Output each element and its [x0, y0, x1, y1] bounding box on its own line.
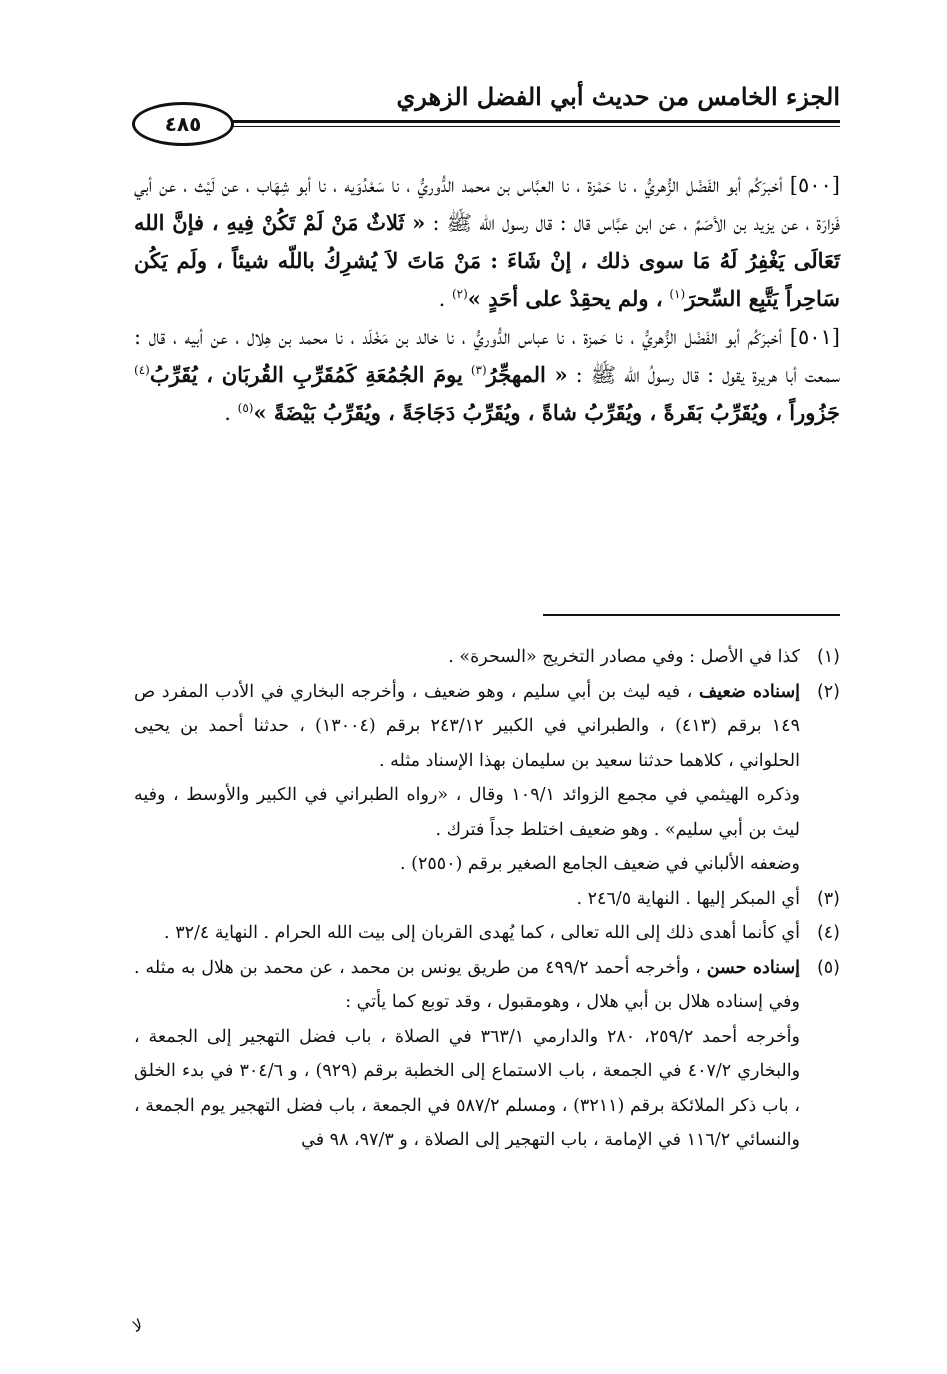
footnote-paragraph [134, 847, 800, 882]
footnote-divider [543, 614, 840, 616]
footnote-text: أي كأنما أهدى ذلك إلى الله تعالى ، كما يُهدى القربان إلى بيت الله الحرام . النهاية ٣٢/٤ . [164, 923, 800, 943]
footnote-5 [134, 951, 840, 1158]
hadith-number: [٥٠١] [789, 325, 840, 349]
hadith-matn: « المهجِّرُ [486, 362, 568, 387]
footnote-number: (٤) [816, 923, 840, 943]
footnote-paragraph [134, 1020, 800, 1158]
footnote-paragraph [134, 640, 800, 675]
running-title: الجزء الخامس من حديث أبي الفضل الزهري [396, 82, 840, 111]
footnote-text: وذكره الهيثمي في مجمع الزوائد ١٠٩/١ وقال ، «رواه الطبراني في الكبير والأوسط ، وفيه ليث بن أبي سليم» . وهو ضعيف اختلط جداً فترك . [134, 785, 801, 840]
hadith-matn-cont: ، ولم يحقِدْ على أحَدٍ » [467, 286, 663, 311]
footnote-ref[interactable]: (١) [669, 287, 686, 301]
footnote-1 [134, 640, 840, 675]
footnote-body [134, 951, 800, 1158]
footnote-text: أي المبكر إليها . النهاية ٢٤٦/٥ . [576, 888, 800, 909]
hadith-500 [134, 166, 840, 318]
footnote-body [134, 916, 800, 951]
footnote-number: (٥) [816, 957, 840, 978]
footnote-body [134, 882, 800, 917]
footnote-text: ، وأخرجه أحمد ٤٩٩/٢ من طريق يونس بن محمد ، عن محمد بن هلال به مثله . وفي إسناده هلال بن أبي هلال ، وهومقبول ، وقد توبع كما يأتي : [134, 957, 800, 1012]
footnote-text: ، فيه ليث بن أبي سليم ، وهو ضعيف ، وأخرجه البخاري في الأدب المفرد ص ١٤٩ برقم (٤١٣) ، والطبراني في الكبير ٢٤٣/١٢ برقم (١٣٠٠٤) ، حدثنا أحمد بن يحيى الحلواني ، كلاهما حدثنا سعيد بن سليمان بهذا الإسناد مثله . [134, 681, 800, 771]
footnote-paragraph [134, 916, 800, 951]
footnotes [134, 640, 840, 1158]
hadith-end: . [224, 401, 231, 425]
footnote-ref[interactable]: (٢) [451, 287, 468, 301]
grading: إسناده حسن [706, 957, 800, 978]
main-text [134, 166, 840, 432]
hadith-matn-cont: يومَ الجُمُعَةِ كَمُقَرِّبِ القُربَان ، يُقَرِّبُ [149, 362, 463, 387]
footnote-text: وضعفه الألباني في ضعيف الجامع الصغير برقم (٢٥٥٠) . [399, 854, 800, 874]
header-rule [230, 120, 840, 123]
footnote-ref[interactable]: (٣) [470, 363, 487, 377]
page-number: ٤٨٥ [132, 102, 234, 146]
footnote-paragraph [134, 778, 800, 847]
hadith-chain: أخبرَكُم أبو الفَضْل الزُّهريُّ ، نا حَمْزة ، نا العبَّاس بن محمد الدُّوريُّ ، نا سَعْدُوَيه ، نا أبو شِهَاب ، عن لَيْث ، عن أبي فَزارَة ، عن يزيد بن الأصَمِّ ، عن ابن عبَّاس قال : قال رسول الله ﷺ : [134, 173, 840, 235]
page-header [128, 82, 840, 142]
hadith-matn-cont: جَزُوراً ، ويُقَرِّبُ بَقَرةً ، ويُقَرِّبُ شاةً ، ويُقَرِّبُ دَجَاجَةً ، ويُقَرِّبُ بَيْضَةً » [253, 400, 840, 425]
hadith-number: [٥٠٠] [789, 173, 840, 197]
header-rule-thin [230, 126, 840, 127]
footnote-ref[interactable]: (٥) [237, 401, 254, 415]
catchword-mark: لا [130, 1315, 146, 1336]
hadith-end: . [438, 287, 446, 311]
footnote-paragraph [134, 675, 800, 779]
footnote-paragraph [134, 882, 800, 917]
footnote-number: (١) [816, 647, 840, 667]
footnote-number: (٣) [816, 888, 840, 909]
footnote-2 [134, 675, 840, 882]
hadith-501 [134, 318, 840, 432]
footnote-number: (٢) [816, 681, 840, 702]
grading: إسناده ضعيف [699, 681, 800, 702]
hadith-matn: « ثَلاثٌ مَنْ لَمْ تَكُنْ فِيهِ ، فإنَّ الله تَعَالَى يَغْفِرُ لَهُ مَا سوى ذلك ، إنْ شَاءَ : مَنْ مَاتَ لاَ يُشرِكُ باللّه شيئاً ، ولَم يَكُن سَاحِراً يَتَّبِع السِّحرَ [134, 210, 840, 311]
footnote-4 [134, 916, 840, 951]
footnote-text: وأخرجه أحمد ٢٥٩/٢، ٢٨٠ والدارمي ٣٦٣/١ في الصلاة ، باب فضل التهجير إلى الجمعة ، والبخاري ٤٠٧/٢ في الجمعة ، باب الاستماع إلى الخطبة برقم (٩٢٩) ، و ٣٠٤/٦ في بدء الخلق ، باب ذكر الملائكة برقم (٣٢١١) ، ومسلم ٥٨٧/٢ في الجمعة ، باب فضل التهجير يوم الجمعة ، والنسائي ١١٦/٢ في الإمامة ، باب التهجير إلى الصلاة ، و ٩٧/٣، ٩٨ في [134, 1026, 801, 1150]
footnote-ref[interactable]: (٤) [134, 363, 150, 377]
footnote-body [134, 675, 800, 882]
footnote-3 [134, 882, 840, 917]
footnote-body [134, 640, 800, 675]
hadith-chain: أخبرَكُم أبو الفَضْل الزُّهريُّ ، نا حَمزة ، نا عباس الدُّوريُّ ، نا خالد بن مَخْلَد ، نا محمد بن هِلال ، عن أبيه ، قال : سمعت أبا هريرة يقول : قال رسولُ الله ﷺ : [134, 325, 840, 387]
footnote-paragraph [134, 951, 800, 1020]
footnote-text: كذا في الأصل : وفي مصادر التخريج «السحرة» . [448, 647, 800, 667]
